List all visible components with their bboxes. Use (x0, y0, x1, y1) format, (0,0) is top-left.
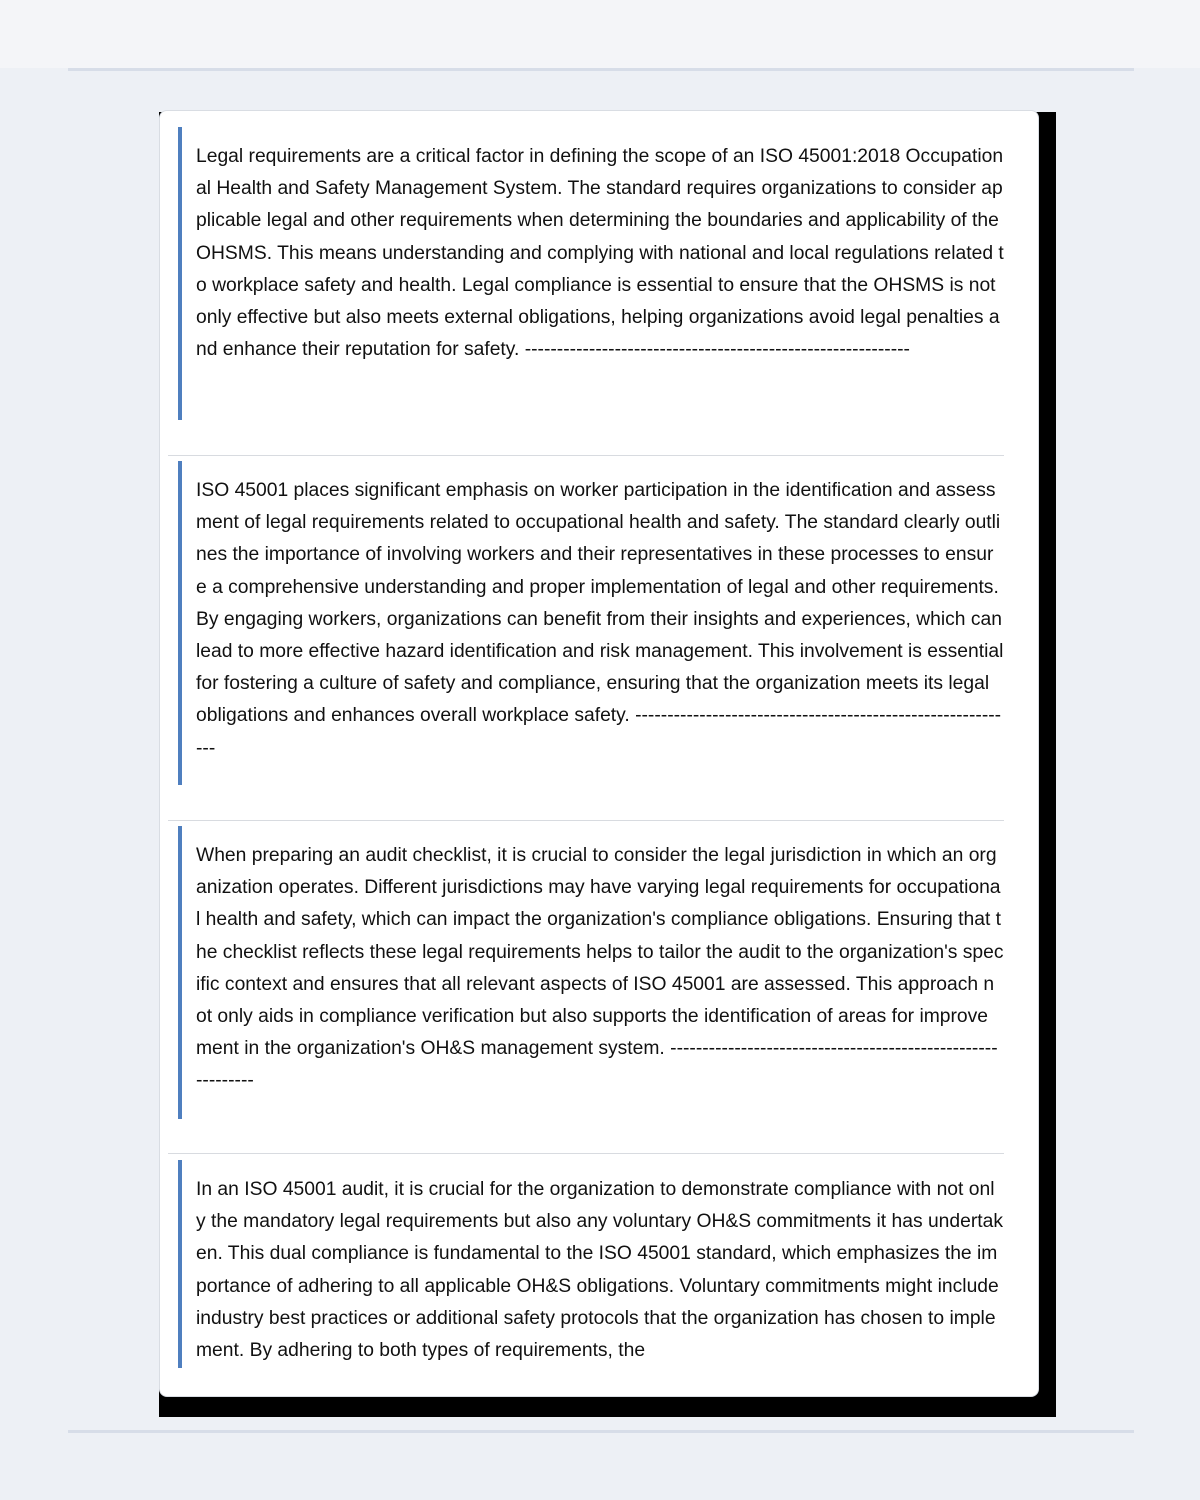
accent-bar (178, 1160, 182, 1368)
accent-bar (178, 461, 182, 785)
accent-bar (178, 127, 182, 420)
paragraph-block-2 (168, 445, 1004, 820)
document-page (159, 110, 1039, 1397)
bottom-divider (68, 1430, 1134, 1433)
paragraph-text: When preparing an audit checklist, it is crucial to consider the legal jurisdiction in which an organization operates. Different jurisdictions may have varying legal requirements for occupational health and safety, which can impact the organization's compliance obligations. Ensuring that the checklist reflects these legal requirements helps to tailor the audit to the organization's specific context and ensures that all relevant aspects of ISO 45001 are assessed. This approach not only aids in compliance verification but also supports the identification of areas for improvement in the organization's OH&S management system. ------------------------------------------------------------ (196, 845, 1004, 1092)
paragraph-block-3 (168, 810, 1004, 1155)
top-band (0, 0, 1200, 68)
top-divider (68, 68, 1134, 71)
paragraph-block-4 (168, 1144, 1004, 1397)
paragraph-text: In an ISO 45001 audit, it is crucial for the organization to demonstrate compliance with not only the mandatory legal requirements but also any voluntary OH&S commitments it has undertaken. This dual compliance is fundamental to the ISO 45001 standard, which emphasizes the importance of adhering to all applicable OH&S obligations. Voluntary commitments might include industry best practices or additional safety protocols that the organization has chosen to implement. By adhering to both types of requirements, the (196, 1179, 1003, 1362)
paragraph-block-1 (168, 111, 1004, 456)
paragraph-text: Legal requirements are a critical factor in defining the scope of an ISO 45001:2018 Occupational Health and Safety Management System. The standard requires organizations to consider applicable legal and other requirements when determining the boundaries and applicability of the OHSMS. This means understanding and complying with national and local regulations related to workplace safety and health. Legal compliance is essential to ensure that the OHSMS is not only effective but also meets external obligations, helping organizations avoid legal penalties and enhance their reputation for safety. ------------------------------------------------------------ (196, 146, 1004, 361)
paragraph-text: ISO 45001 places significant emphasis on worker participation in the identification and assessment of legal requirements related to occupational health and safety. The standard clearly outlines the importance of involving workers and their representatives in these processes to ensure a comprehensive understanding and proper implementation of legal and other requirements. By engaging workers, organizations can benefit from their insights and experiences, which can lead to more effective hazard identification and risk management. This involvement is essential for fostering a culture of safety and compliance, ensuring that the organization meets its legal obligations and enhances overall workplace safety. ------------------------------------------------------------ (196, 480, 1004, 759)
accent-bar (178, 826, 182, 1119)
